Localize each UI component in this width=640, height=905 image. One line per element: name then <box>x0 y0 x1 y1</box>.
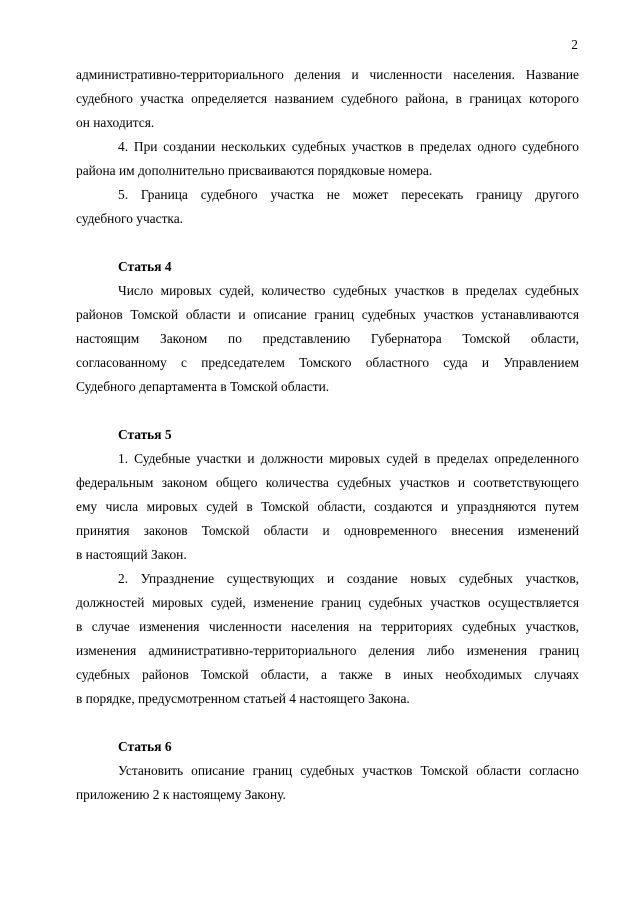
paragraph-line: районов Томской области и описание границ судебных участков устанавливаются <box>76 307 579 322</box>
paragraph-line: Судебного департамента в Томской области. <box>76 379 330 394</box>
paragraph-line: 5. Граница судебного участка не может пересекать границу другого <box>118 187 579 202</box>
paragraph-line: он находится. <box>76 115 155 130</box>
article-heading: Статья 6 <box>118 739 172 754</box>
paragraph-line: административно-территориального деления и численности населения. Название <box>76 67 579 82</box>
paragraph-line: настоящим Законом по представлению Губернатора Томской области, <box>76 331 579 346</box>
paragraph-line: принятия законов Томской области и одновременного внесения изменений <box>76 523 579 538</box>
paragraph-line: согласованному с председателем Томского областного суда и Управлением <box>76 355 579 370</box>
paragraph-line: изменения административно-территориального деления либо изменения границ <box>76 643 579 658</box>
paragraph-line: в случае изменения численности населения на территориях судебных участков, <box>76 619 579 634</box>
paragraph-line: 2. Упразднение существующих и создание новых судебных участков, <box>118 571 579 586</box>
paragraph-line: судебных районов Томской области, а также в иных необходимых случаях <box>76 667 579 682</box>
paragraph-line: 1. Судебные участки и должности мировых судей в пределах определенного <box>118 451 579 466</box>
paragraph-line: должностей мировых судей, изменение границ судебных участков осуществляется <box>76 595 579 610</box>
paragraph-line: Число мировых судей, количество судебных участков в пределах судебных <box>118 283 579 298</box>
paragraph-line: района им дополнительно присваиваются порядковые номера. <box>76 163 433 178</box>
paragraph-line: федеральным законом общего количества судебных участков и соответствующего <box>76 475 579 490</box>
paragraph-line: судебного участка определяется названием судебного района, в границах которого <box>76 91 579 106</box>
article-heading: Статья 5 <box>118 427 172 442</box>
paragraph-line: в настоящий Закон. <box>76 547 187 562</box>
paragraph-line: Установить описание границ судебных участков Томской области согласно <box>118 763 579 778</box>
paragraph-line: судебного участка. <box>76 211 184 226</box>
paragraph-line: приложению 2 к настоящему Закону. <box>76 787 286 802</box>
paragraph-line: ему числа мировых судей в Томской области, создаются и упраздняются путем <box>76 499 579 514</box>
article-heading: Статья 4 <box>118 259 172 274</box>
paragraph-line: 4. При создании нескольких судебных участков в пределах одного судебного <box>118 139 579 154</box>
paragraph-line: в порядке, предусмотренном статьей 4 настоящего Закона. <box>76 691 410 706</box>
page-number: 2 <box>571 37 578 52</box>
